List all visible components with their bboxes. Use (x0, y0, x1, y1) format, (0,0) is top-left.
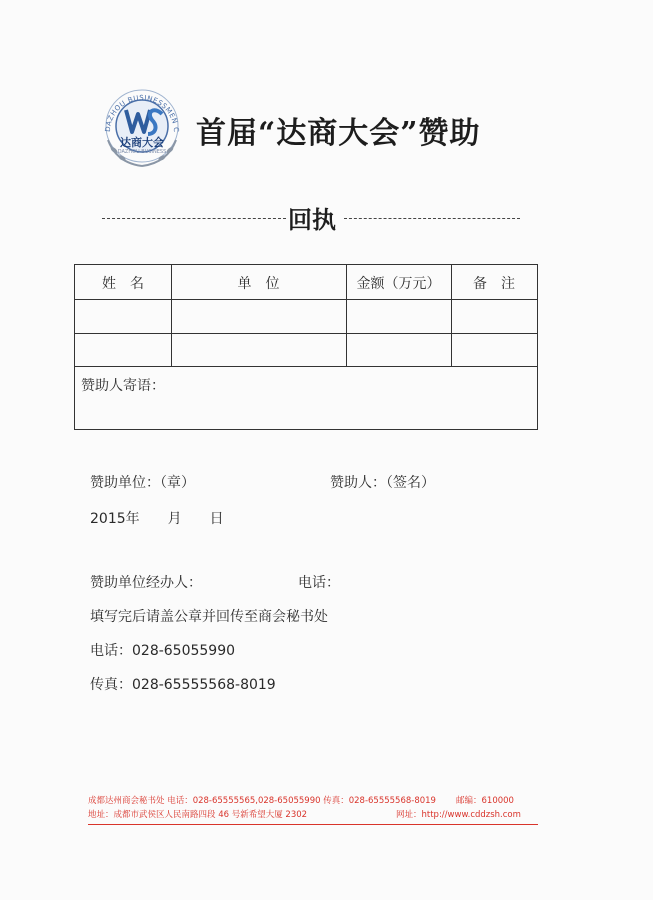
dashed-rule-right (344, 218, 520, 219)
receipt-heading (102, 200, 520, 234)
column-header-name: 姓 名 (102, 276, 144, 292)
dazhou-conference-logo (96, 80, 188, 172)
table-cell-name[interactable] (75, 334, 171, 366)
column-header-remark: 备 注 (473, 276, 515, 292)
logo-ring-text: DAZHOU BUSINESSMEN C (103, 93, 181, 133)
secretariat-phone: 电话：028-65055990 (90, 643, 236, 659)
column-header-amount: 金额（万元） (356, 276, 441, 292)
page-title: 首届“达商大会”赞助 (196, 116, 481, 151)
logo-small-text: DAZHOU BUSINESS (117, 149, 167, 155)
handler-phone-label: 电话： (298, 575, 340, 591)
table-cell-remark[interactable] (452, 334, 537, 366)
table-cell-unit[interactable] (172, 300, 346, 333)
logo-name-cn: 达商大会 (120, 136, 164, 149)
sponsor-signature-label: 赞助人：（签名） (330, 475, 435, 491)
sponsor-unit-stamp-label: 赞助单位：（章） (90, 475, 195, 491)
table-cell-amount[interactable] (347, 300, 451, 333)
table-cell-unit[interactable] (172, 334, 346, 366)
table-cell-remark[interactable] (452, 300, 537, 333)
dashed-rule-left (102, 218, 286, 219)
footer-address: 地址：成都市武侯区人民南路四段 46 号新希望大厦 2302 (88, 810, 308, 820)
footer-website: 网址：http://www.cddzsh.com (396, 810, 521, 820)
sponsor-message-label: 赞助人寄语： (81, 378, 165, 394)
sponsor-table (74, 264, 538, 430)
footer-postcode: 邮编：610000 (456, 796, 514, 806)
secretariat-fax: 传真：028-65555568-8019 (90, 677, 276, 693)
sponsor-message-field[interactable] (75, 393, 537, 429)
receipt-title: 回执 (288, 205, 336, 234)
return-instruction: 填写完后请盖公章并回传至商会秘书处 (90, 609, 328, 625)
date-line: 2015年 月 日 (90, 511, 224, 527)
handler-label: 赞助单位经办人： (90, 575, 202, 591)
footer-contact: 成都达州商会秘书处 电话：028-65555565,028-65055990 传真：028-65555568-8019 (88, 796, 436, 806)
table-cell-amount[interactable] (347, 334, 451, 366)
table-cell-name[interactable] (75, 300, 171, 333)
table-rule (75, 366, 537, 367)
column-header-unit: 单 位 (237, 276, 280, 292)
logo-emblem-icon (96, 80, 188, 172)
footer-rule (88, 824, 538, 825)
